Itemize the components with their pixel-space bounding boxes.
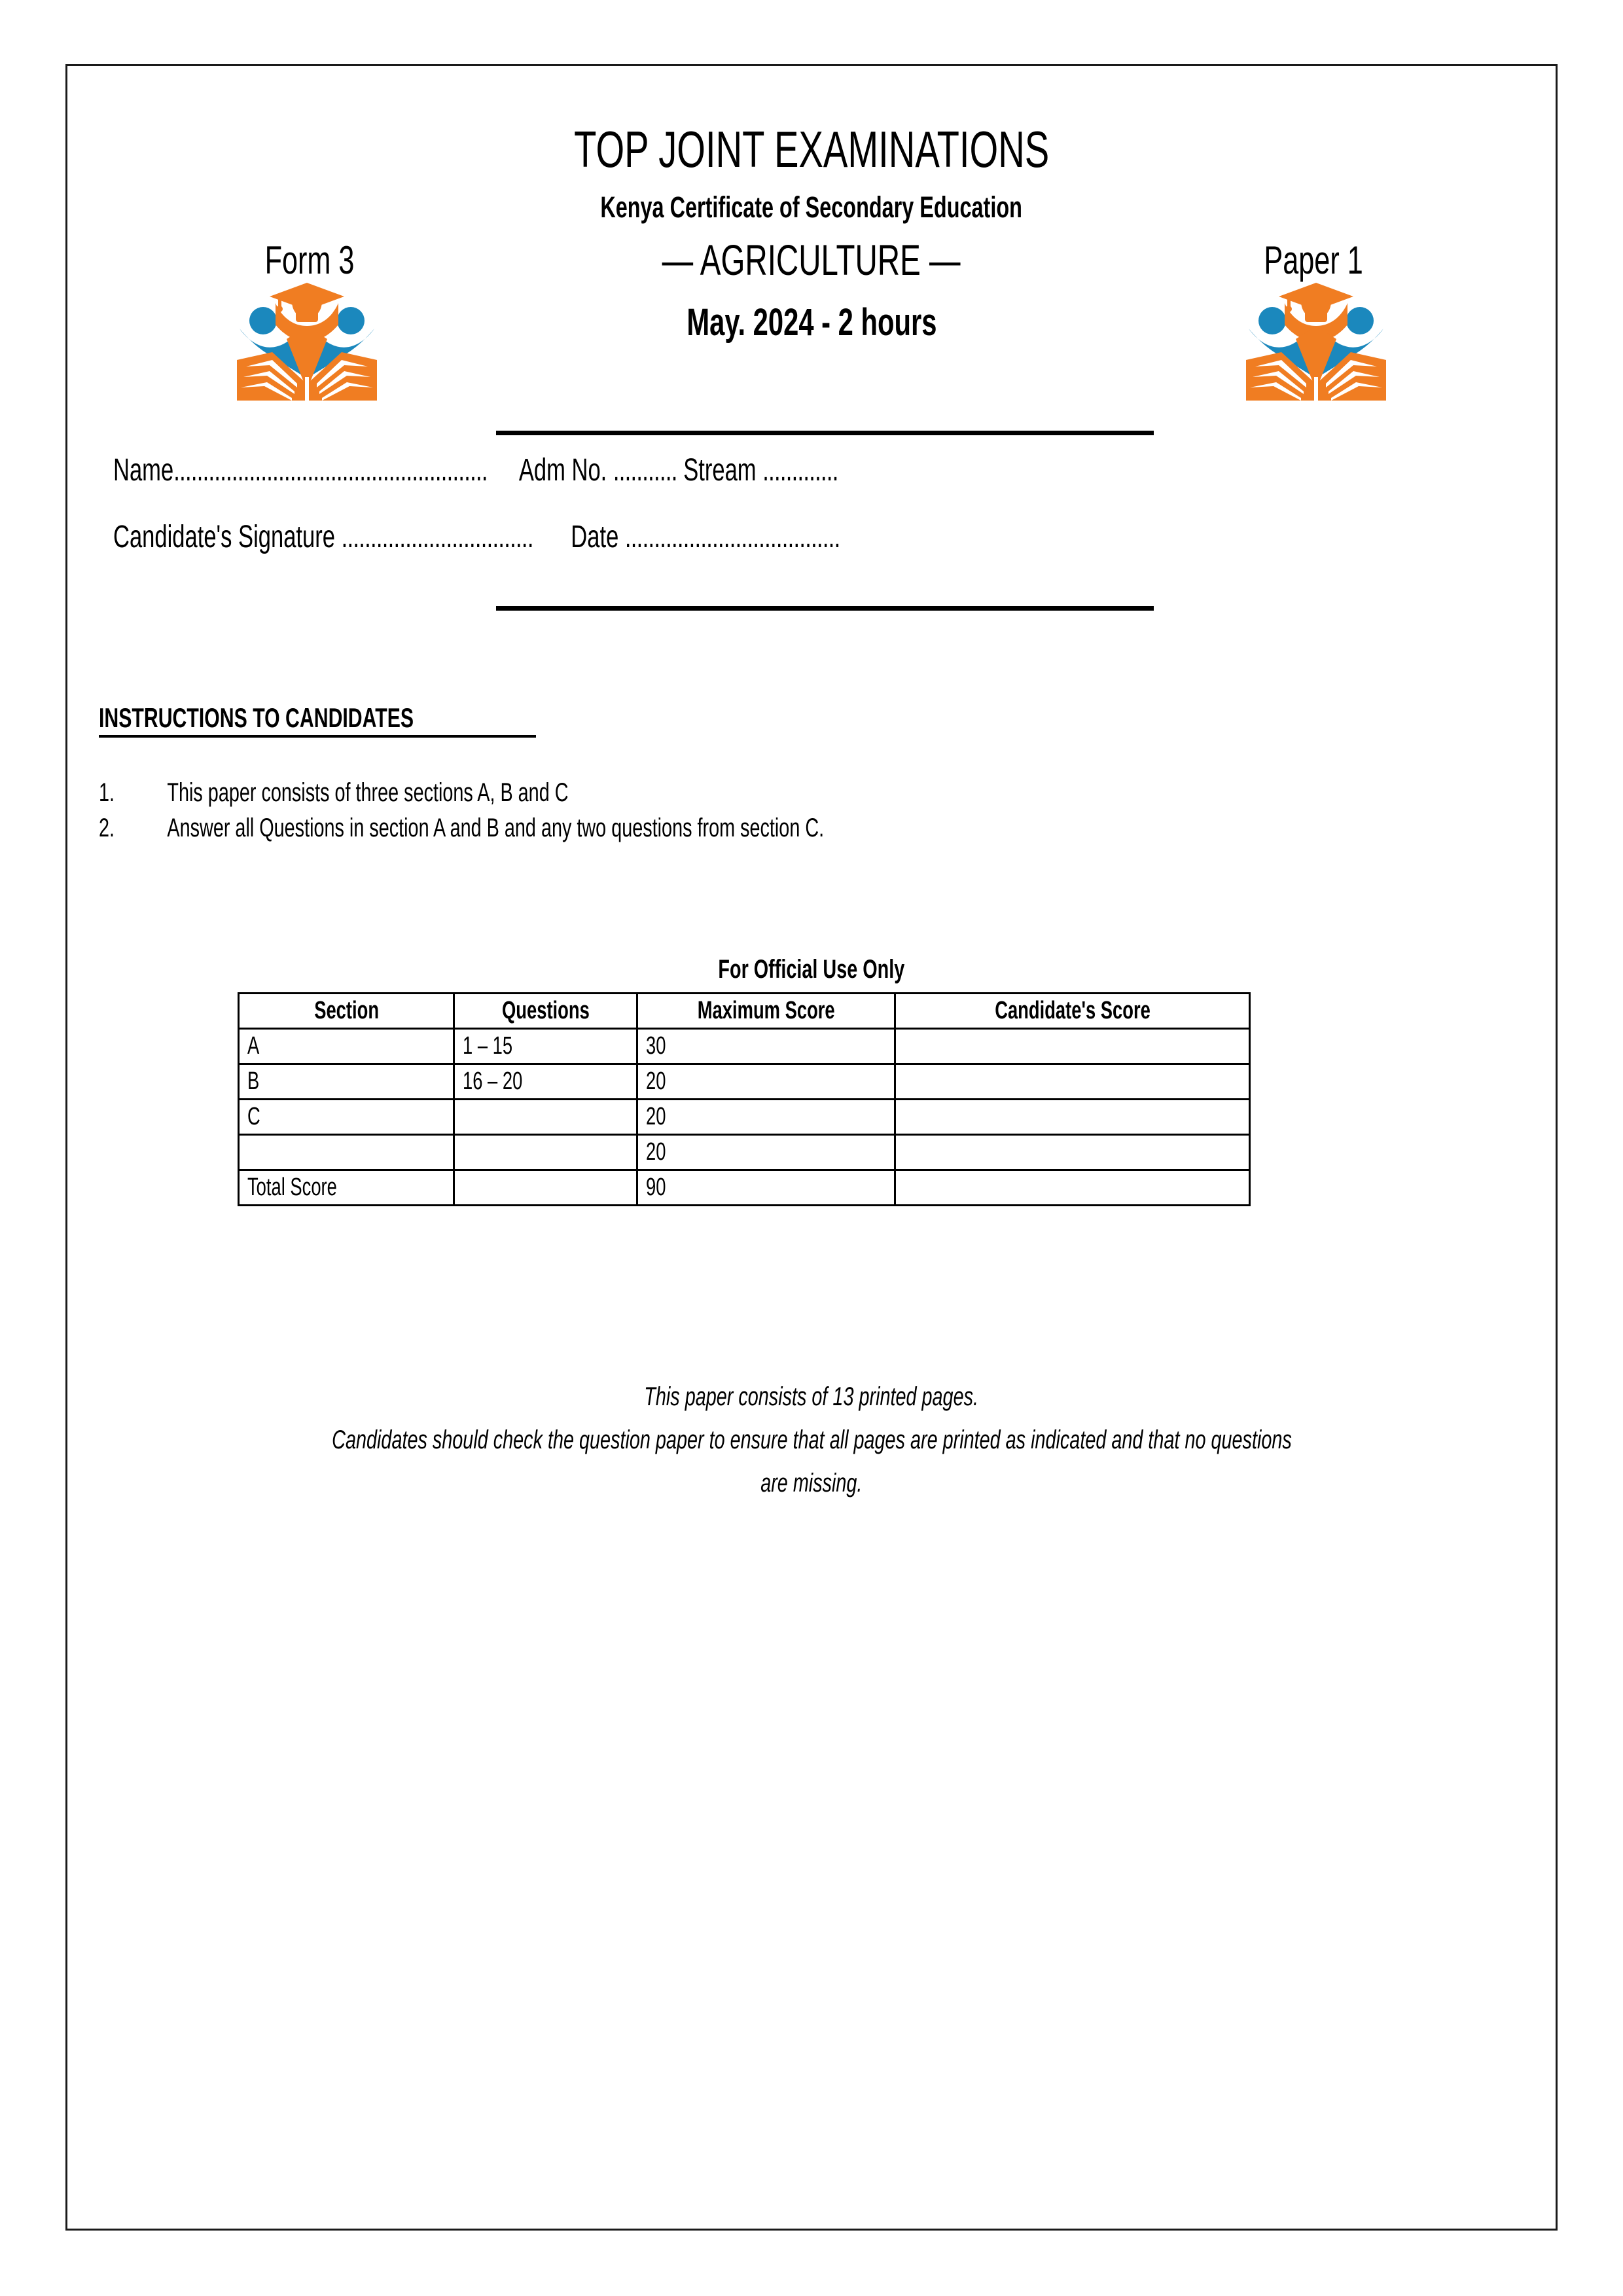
candidate-signature-row-text: [113, 519, 840, 555]
notice-line-1: [67, 1375, 1556, 1418]
date-label: Date: [571, 520, 619, 554]
adm-no-input-line[interactable]: ...........: [613, 453, 677, 488]
header-divider-top: [496, 431, 1154, 435]
cell-candidate-score[interactable]: [895, 1170, 1250, 1206]
cell-questions: [454, 1170, 637, 1206]
cell-maximum-score-text: 30: [645, 1032, 666, 1060]
cell-section-text: B: [247, 1067, 260, 1095]
cell-maximum-score-text: 20: [645, 1103, 666, 1130]
signature-label: Candidate's Signature: [113, 520, 335, 554]
graduation-book-icon: [234, 279, 380, 401]
candidate-identity-row: [113, 452, 1510, 488]
column-header-questions-text: Questions: [501, 997, 590, 1024]
paper-label-text: Paper 1: [1264, 238, 1363, 282]
instruction-number: 2.: [99, 814, 115, 842]
instruction-text: This paper consists of three sections A, B and C: [167, 778, 569, 807]
cell-questions: [454, 1029, 637, 1064]
cell-candidate-score[interactable]: [895, 1100, 1250, 1135]
cell-section-text: A: [247, 1032, 260, 1060]
cell-questions-text: 16 – 20: [463, 1067, 523, 1095]
column-header-questions: [454, 994, 637, 1029]
table-row: [239, 1135, 1250, 1170]
instruction-text: Answer all Questions in section A and B and any two questions from section C.: [167, 814, 825, 842]
instructions-heading-text: INSTRUCTIONS TO CANDIDATES: [99, 702, 414, 733]
cell-maximum-score: [637, 1064, 895, 1100]
notice-line-2-text: Candidates should check the question paper to ensure that all pages are printed as indicated and that no questions: [331, 1426, 1292, 1454]
cell-section-text: C: [247, 1103, 260, 1130]
cell-section-text: Total Score: [247, 1174, 337, 1201]
table-row-total: [239, 1170, 1250, 1206]
notice-line-3-text: are missing.: [760, 1469, 863, 1498]
candidate-signature-row: [113, 519, 1510, 555]
notice-line-1-text: This paper consists of 13 printed pages.: [644, 1382, 979, 1411]
cell-maximum-score: [637, 1170, 895, 1206]
official-use-heading: [67, 955, 1556, 984]
official-use-heading-text: For Official Use Only: [718, 955, 905, 984]
candidate-identity-row-text: [113, 452, 838, 488]
stream-label: Stream: [683, 453, 757, 488]
cell-maximum-score-text: 20: [645, 1067, 666, 1095]
date-input-line[interactable]: .....................................: [624, 520, 840, 554]
school-logo-right: [1243, 279, 1389, 401]
column-header-maximum-score: [637, 994, 895, 1029]
score-table: [238, 992, 1251, 1206]
table-header-row: [239, 994, 1250, 1029]
form-label-text: Form 3: [264, 238, 355, 282]
cell-maximum-score: [637, 1100, 895, 1135]
cell-questions-text: 1 – 15: [463, 1032, 513, 1060]
cell-section: [239, 1029, 454, 1064]
cell-questions: [454, 1100, 637, 1135]
cell-maximum-score: [637, 1135, 895, 1170]
header-divider-bottom: [496, 606, 1154, 611]
cell-candidate-score[interactable]: [895, 1135, 1250, 1170]
cell-questions: [454, 1064, 637, 1100]
table-row: [239, 1100, 1250, 1135]
cell-maximum-score: [637, 1029, 895, 1064]
cell-candidate-score[interactable]: [895, 1064, 1250, 1100]
column-header-candidate-score-text: Candidate's Score: [994, 997, 1150, 1024]
column-header-section-text: Section: [313, 997, 379, 1024]
instructions-heading: [99, 702, 536, 738]
printed-pages-notice: [67, 1375, 1556, 1505]
exam-body-title-text: TOP JOINT EXAMINATIONS: [573, 120, 1050, 178]
cell-maximum-score-text: 90: [645, 1174, 666, 1201]
instruction-item: [99, 814, 1106, 843]
name-input-line[interactable]: ......................................................: [173, 453, 488, 488]
cell-candidate-score[interactable]: [895, 1029, 1250, 1064]
cell-section: [239, 1100, 454, 1135]
subject-title-text: — AGRICULTURE —: [662, 236, 961, 284]
name-label: Name: [113, 453, 174, 488]
adm-no-label: Adm No.: [518, 453, 607, 488]
cell-questions: [454, 1135, 637, 1170]
instruction-item-line: [99, 814, 824, 843]
instruction-number: 1.: [99, 778, 115, 807]
cell-maximum-score-text: 20: [645, 1138, 666, 1166]
paper-label: [1176, 238, 1451, 283]
certificate-subtitle: [67, 190, 1556, 224]
graduation-book-icon: [1243, 279, 1389, 401]
notice-line-2: [67, 1418, 1556, 1462]
cell-section: [239, 1064, 454, 1100]
instruction-item-line: [99, 778, 569, 808]
school-logo-left: [234, 279, 380, 401]
certificate-subtitle-text: Kenya Certificate of Secondary Education: [600, 190, 1023, 224]
cell-section: [239, 1135, 454, 1170]
instruction-item: [99, 778, 751, 808]
signature-input-line[interactable]: .................................: [341, 520, 533, 554]
column-header-section: [239, 994, 454, 1029]
exam-paper-border: [65, 64, 1558, 2231]
table-row: [239, 1029, 1250, 1064]
exam-body-title: [67, 120, 1556, 179]
exam-session-text: May. 2024 - 2 hours: [686, 301, 937, 344]
notice-line-3: [67, 1462, 1556, 1505]
cell-section: [239, 1170, 454, 1206]
stream-input-line[interactable]: .............: [762, 453, 838, 488]
column-header-candidate-score: [895, 994, 1250, 1029]
column-header-maximum-score-text: Maximum Score: [697, 997, 835, 1024]
table-row: [239, 1064, 1250, 1100]
